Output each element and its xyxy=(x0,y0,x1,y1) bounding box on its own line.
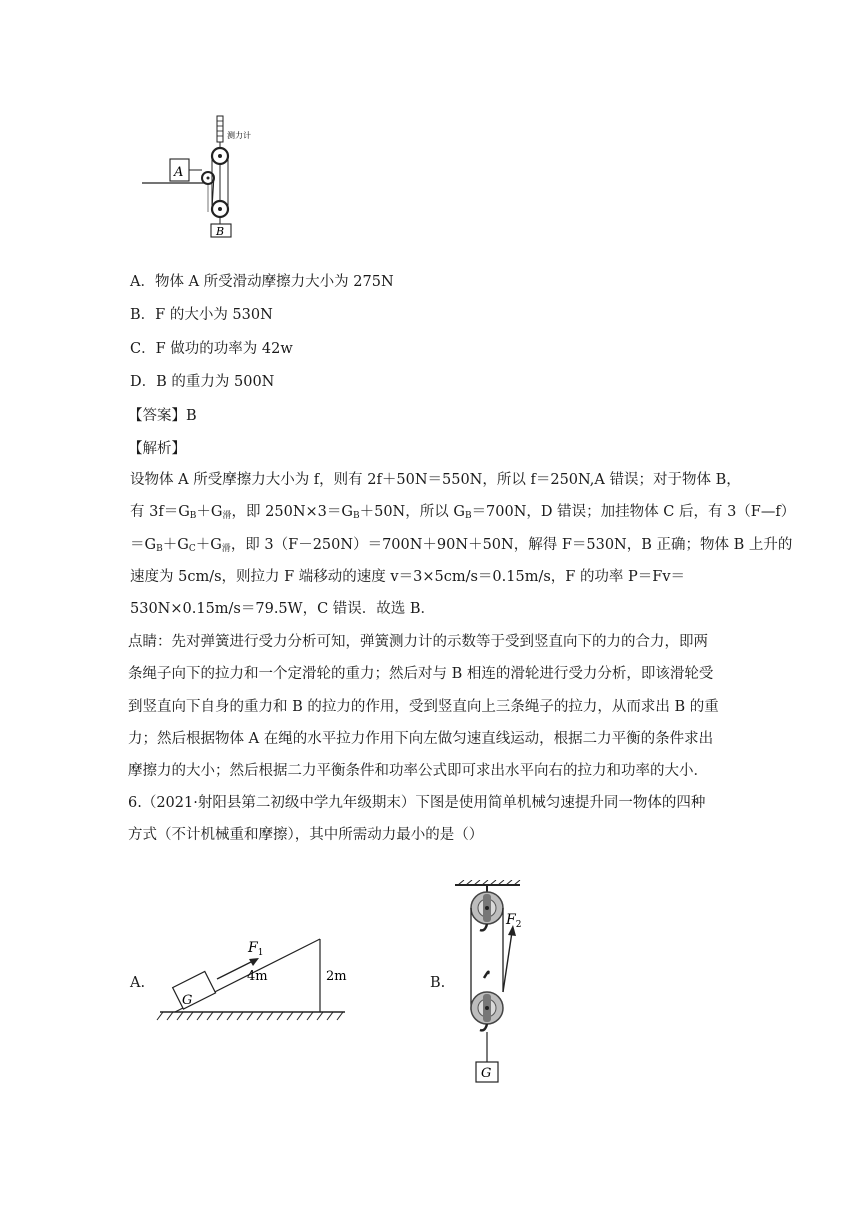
analysis-row-1: 设物体 A 所受摩擦力大小为 f，则有 2f＋50N＝550N，所以 f＝250N,A 错误；对于物体 B， xyxy=(130,472,741,488)
analysis-heading: 【解析】 xyxy=(128,441,186,457)
analysis-row-3: $=G_B+G_C+G_滑$，即 3（F－250N）＝700N＋90N＋50N，解得 F＝530N，B 正确；物体 B 上升的 xyxy=(130,536,793,554)
inclined-plane-figure xyxy=(155,930,360,1030)
analysis-row-5: 530N×0.15m/s＝79.5W，C 错误．故选 B． xyxy=(130,601,436,618)
answer-line: 【答案】B xyxy=(128,408,197,424)
dianjing-row-1: 点睛：先对弹簧进行受力分析可知，弹簧测力计的示数等于受到竖直向下的力的合力，即两 xyxy=(128,634,708,650)
incline-block-label: G xyxy=(182,993,193,1008)
block-a-label: A xyxy=(174,165,184,180)
option-a-label: A. xyxy=(130,975,146,991)
analysis-paragraph xyxy=(130,464,796,625)
block-b-label: B xyxy=(216,225,225,238)
option-d-text: D．B 的重力为 500N xyxy=(130,374,275,390)
pulley-block-label: G xyxy=(481,1066,492,1081)
spring-scale-label: 测力计 xyxy=(227,131,251,140)
pulley-block-figure xyxy=(450,880,540,1090)
question-6-row-1: 6.（2021·射阳县第二初级中学九年级期末）下图是使用简单机械匀速提升同一物体的四种 xyxy=(128,795,706,811)
question-6 xyxy=(128,787,728,852)
dianjing-paragraph xyxy=(128,626,728,787)
pulley-figure-1 xyxy=(138,112,268,257)
slope-height-label: 2m xyxy=(326,969,347,984)
option-b-label: B. xyxy=(430,975,446,991)
analysis-row-4: 速度为 5cm/s，则拉力 F 端移动的速度 v＝3×5cm/s＝0.15m/s，F 的功率 P＝Fv＝ xyxy=(130,568,686,585)
force-f1-label: $F_1$ xyxy=(248,940,264,958)
block-g-incline xyxy=(173,971,216,1009)
dianjing-row-3: 到竖直向下自身的重力和 B 的拉力的作用，受到竖直向上三条绳子的拉力，从而求出 B 的重 xyxy=(128,698,719,715)
analysis-row-2: 有 $3f=G_B+G_滑$，即 $250N\times 3=G_B+50N$，所以 $G_B=700N$，D 错误；加挂物体 C 后，有 3（F—f） xyxy=(130,504,796,522)
option-c-text: C．F 做功的功率为 42w xyxy=(130,341,293,357)
option-a-text: A．物体 A 所受滑动摩擦力大小为 275N xyxy=(130,274,394,290)
force-f2-label: $F_2$ xyxy=(506,912,522,930)
dianjing-row-5: 摩擦力的大小；然后根据二力平衡条件和功率公式即可求出水平向右的拉力和功率的大小． xyxy=(128,763,708,780)
option-b-text: B．F 的大小为 530N xyxy=(130,307,273,323)
dianjing-row-4: 力；然后根据物体 A 在绳的水平拉力作用下向左做匀速直线运动，根据二力平衡的条件求出 xyxy=(128,730,714,747)
dianjing-row-2: 条绳子向下的拉力和一个定滑轮的重力；然后对与 B 相连的滑轮进行受力分析，即该滑轮受 xyxy=(128,666,714,683)
slope-length-label: 4m xyxy=(247,969,268,984)
question-6-row-2: 方式（不计机械重和摩擦），其中所需动力最小的是（） xyxy=(128,827,484,844)
